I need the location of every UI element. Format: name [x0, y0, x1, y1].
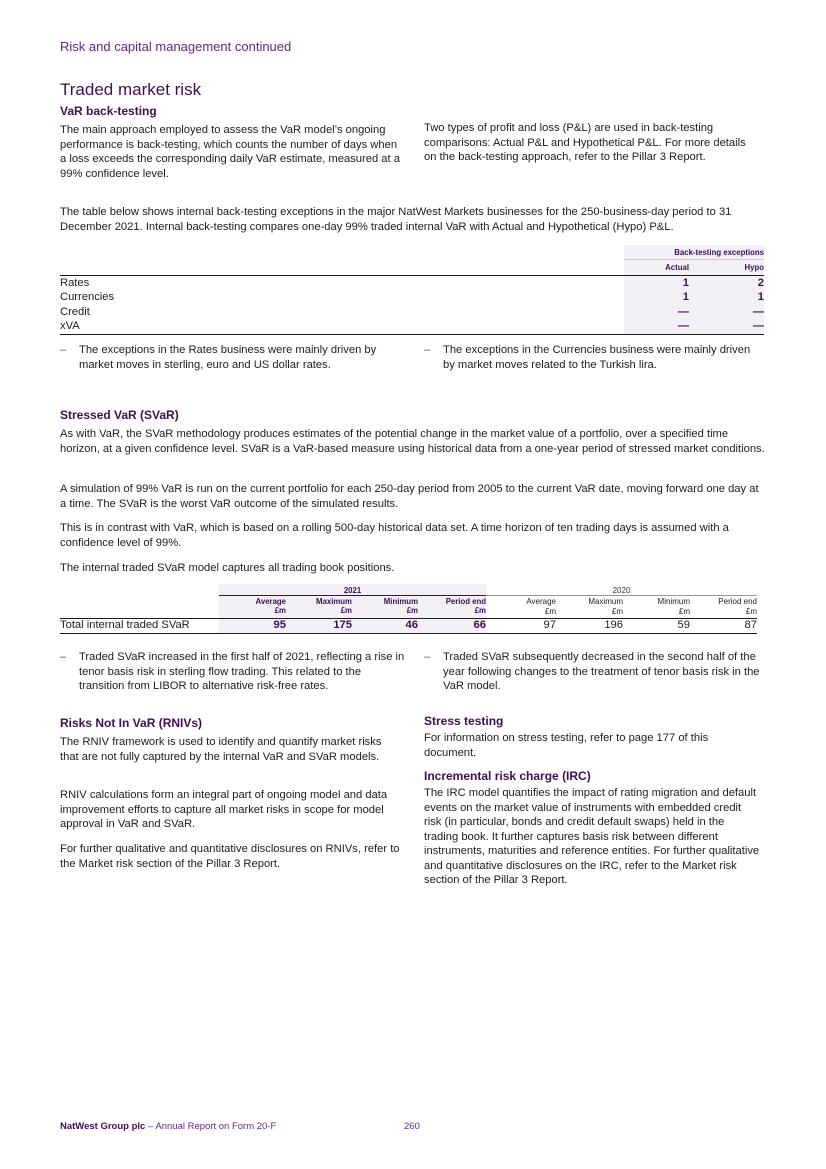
irc-para: The IRC model quantifies the impact of rating migration and default events on the market value of instruments with embedded credit risk (in particular, bonds and credit default swaps) held in the trading book. It further captures basis risk between different instruments, maturities and reference entities. For further qualitative and quantitative disclosures on the IRC, refer to the Market risk section of the Pillar 3 Report.: [424, 787, 760, 886]
backtesting-bullet-left: [60, 343, 403, 372]
svar-col-maximum-2021: Maximum £m: [316, 597, 352, 615]
svar-value-2021: 66: [473, 619, 486, 631]
row-label: xVA: [60, 320, 80, 333]
actual-value: —: [624, 305, 689, 320]
actual-value: 1: [624, 290, 689, 305]
svar-value-2021: 175: [333, 619, 352, 631]
svar-para-2: A simulation of 99% VaR is run on the current portfolio for each 250-day period from 2005 to the current VaR date, moving forward one day at a time. The SVaR is the worst VaR outcome of the simulated results.: [60, 483, 759, 510]
actual-value: 1: [624, 275, 689, 290]
col-hypo-header: Hypo: [689, 260, 764, 276]
rnivs-heading: Risks Not In VaR (RNIVs): [60, 716, 203, 730]
backtesting-bullet-right: [424, 343, 763, 372]
svar-value-2021: 46: [405, 619, 418, 631]
var-backtesting-para-left: The main approach employed to assess the VaR model’s ongoing performance is back-testing, which counts the number of days when a loss exceeds the corresponding daily VaR estimate, measured at a 99% confidence level.: [60, 124, 400, 180]
bullet-text: Traded SVaR increased in the first half of 2021, reflecting a rise in tenor basis risk in sterling flow trading. This related to the transition from LIBOR to alternative risk-free rates.: [79, 651, 405, 692]
irc-heading: Incremental risk charge (IRC): [424, 769, 591, 783]
svar-year-2020: 2020: [486, 586, 757, 596]
footer-company: NatWest Group plc: [60, 1121, 146, 1132]
svar-value-2020: 59: [677, 619, 690, 631]
table-row: [60, 319, 764, 334]
svar-value-2020: 97: [543, 619, 556, 631]
svar-col-period-end-2021: Period end £m: [445, 597, 486, 615]
svar-col-minimum-2020: Minimum £m: [657, 597, 690, 616]
bullet-dash: –: [424, 651, 431, 663]
svar-value-2020: 196: [604, 619, 623, 631]
backtesting-table: [60, 245, 764, 335]
backtesting-intro: The table below shows internal back-testing exceptions in the major NatWest Markets businesses for the 250-business-day period to 31 December 2021. Internal back-testing compares one-day 99% traded internal VaR with Actual and Hypothetical (Hypo) P&L.: [60, 206, 732, 233]
rnivs-para-2: RNIV calculations form an integral part of ongoing model and data improvement efforts to capture all market risks in scope for model approval in VaR and SVaR.: [60, 789, 388, 830]
section-header: Risk and capital management continued: [60, 39, 292, 54]
svar-row-label: Total internal traded SVaR: [60, 619, 190, 631]
bullet-dash: –: [60, 344, 67, 356]
svar-year-2021: 2021: [219, 586, 486, 596]
hypo-value: —: [689, 319, 764, 334]
svar-para-4: The internal traded SVaR model captures all trading book positions.: [60, 562, 395, 574]
bullet-dash: –: [60, 651, 67, 663]
footer: [60, 1121, 276, 1132]
svar-value-2021: 95: [273, 619, 286, 631]
svar-col-minimum-2021: Minimum £m: [383, 597, 418, 615]
var-backtesting-heading: VaR back-testing: [60, 104, 157, 118]
rnivs-para-1: The RNIV framework is used to identify and quantify market risks that are not fully captured by the internal VaR and SVaR models.: [60, 736, 382, 763]
footer-separator: –: [145, 1121, 156, 1132]
bullet-dash: –: [424, 344, 431, 356]
hypo-value: —: [689, 305, 764, 320]
bullet-text: Traded SVaR subsequently decreased in the second half of the year following changes to the treatment of tenor basis risk in the VaR model.: [443, 651, 760, 692]
row-label: Currencies: [60, 291, 115, 304]
row-label: Credit: [60, 305, 90, 318]
stress-testing-para: For information on stress testing, refer to page 177 of this document.: [424, 732, 709, 759]
svar-col-average-2020: Average £m: [526, 597, 556, 616]
svar-bullet-right: [424, 650, 765, 694]
backtesting-group-header: Back-testing exceptions: [624, 245, 764, 260]
col-actual-header: Actual: [624, 260, 689, 276]
page-number: 260: [404, 1121, 420, 1132]
svar-heading: Stressed VaR (SVaR): [60, 408, 179, 422]
svar-col-maximum-2020: Maximum £m: [588, 597, 623, 616]
svar-table: [60, 584, 757, 634]
actual-value: —: [624, 319, 689, 334]
svar-para-3: This is in contrast with VaR, which is based on a rolling 500-day historical data set. A time horizon of ten trading days is assumed with a confidence level of 99%.: [60, 522, 729, 549]
bullet-text: The exceptions in the Currencies business were mainly driven by market moves related to the Turkish lira.: [443, 344, 751, 371]
svar-col-period-end-2020: Period end £m: [718, 597, 757, 616]
svar-bottom-rule: [60, 633, 757, 634]
svar-bullet-left: [60, 650, 409, 694]
hypo-value: 1: [689, 290, 764, 305]
bullet-text: The exceptions in the Rates business were mainly driven by market moves in sterling, euro and US dollar rates.: [79, 344, 377, 371]
svar-value-2020: 87: [744, 619, 757, 631]
table-row: [60, 305, 764, 320]
rnivs-para-3: For further qualitative and quantitative disclosures on RNIVs, refer to the Market risk section of the Pillar 3 Report.: [60, 843, 400, 870]
stress-testing-heading: Stress testing: [424, 714, 504, 728]
svar-para-1: As with VaR, the SVaR methodology produces estimates of the potential change in the market value of a portfolio, over a specified time horizon, at a given confidence level. SVaR is a VaR-based measure using historical data from a one-year period of stressed market conditions.: [60, 428, 765, 455]
table-row: [60, 275, 764, 290]
footer-doc: Annual Report on Form 20-F: [155, 1121, 277, 1132]
page-title: Traded market risk: [60, 80, 202, 99]
svar-col-average-2021: Average £m: [255, 597, 286, 615]
hypo-value: 2: [689, 275, 764, 290]
var-backtesting-para-right: Two types of profit and loss (P&L) are used in back-testing comparisons: Actual P&L and Hypothetical P&L. For more details on the back-testing approach, refer to the Pillar 3 Report.: [424, 122, 746, 163]
table-row: [60, 290, 764, 305]
row-label: Rates: [60, 276, 90, 289]
